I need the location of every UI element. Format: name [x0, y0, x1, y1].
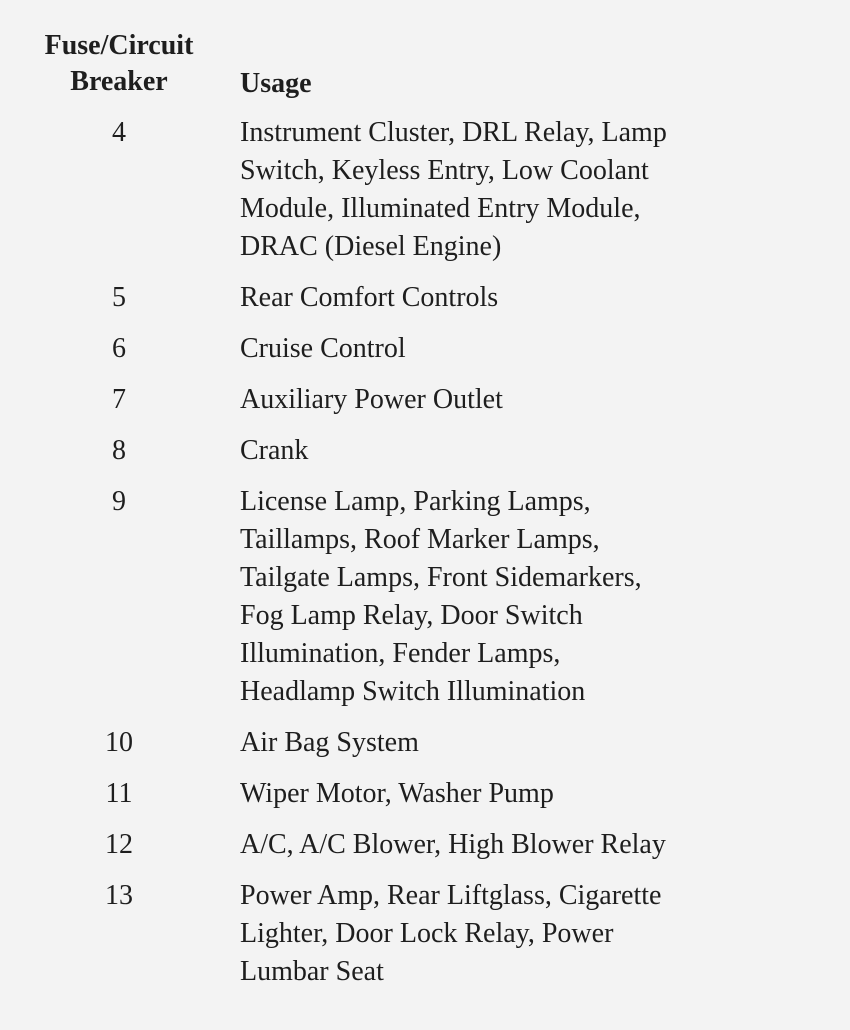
fuse-number: 5	[112, 282, 126, 313]
usage-line: Instrument Cluster, DRL Relay, Lamp	[240, 117, 667, 148]
usage-line: Wiper Motor, Washer Pump	[240, 778, 554, 809]
fuse-number: 8	[112, 435, 126, 466]
usage-line: Switch, Keyless Entry, Low Coolant	[240, 155, 649, 186]
fuse-header-line2: Breaker	[70, 66, 168, 97]
usage-line: Power Amp, Rear Liftglass, Cigarette	[240, 880, 662, 911]
usage-line: Rear Comfort Controls	[240, 282, 499, 313]
usage-text	[240, 330, 820, 368]
table-header	[0, 28, 850, 104]
table-row	[0, 877, 850, 991]
table-row	[0, 279, 850, 317]
usage-line: Tailgate Lamps, Front Sidemarkers,	[240, 562, 642, 593]
fuse-number: 11	[105, 778, 133, 809]
usage-line: Cruise Control	[240, 333, 406, 364]
table-row	[0, 381, 850, 419]
usage-text	[240, 724, 820, 762]
usage-line: Lumbar Seat	[240, 956, 384, 987]
usage-line: Taillamps, Roof Marker Lamps,	[240, 524, 600, 555]
usage-line: Auxiliary Power Outlet	[240, 384, 503, 415]
usage-text	[240, 279, 820, 317]
usage-text	[240, 432, 820, 470]
fuse-number: 6	[112, 333, 126, 364]
usage-column-header: Usage	[240, 68, 312, 99]
fuse-number: 13	[105, 880, 133, 911]
table-row	[0, 483, 850, 711]
fuse-number: 4	[112, 117, 126, 148]
usage-line: Module, Illuminated Entry Module,	[240, 193, 641, 224]
usage-text	[240, 826, 820, 864]
usage-text	[240, 483, 820, 711]
table-row	[0, 330, 850, 368]
table-row	[0, 114, 850, 266]
usage-line: License Lamp, Parking Lamps,	[240, 486, 591, 517]
fuse-column-header	[14, 28, 224, 100]
usage-text	[240, 381, 820, 419]
fuse-number: 12	[105, 829, 133, 860]
table-row	[0, 432, 850, 470]
usage-line: Air Bag System	[240, 727, 419, 758]
usage-line: Crank	[240, 435, 309, 466]
fuse-number: 10	[105, 727, 133, 758]
table-row	[0, 826, 850, 864]
usage-line: Illumination, Fender Lamps,	[240, 638, 561, 669]
fuse-number: 9	[112, 486, 126, 517]
usage-line: Headlamp Switch Illumination	[240, 676, 586, 707]
usage-line: A/C, A/C Blower, High Blower Relay	[240, 829, 666, 860]
fuse-header-line1: Fuse/Circuit	[44, 30, 194, 61]
fuse-table-body	[0, 114, 850, 1004]
usage-text	[240, 114, 820, 266]
usage-line: Fog Lamp Relay, Door Switch	[240, 600, 583, 631]
usage-text	[240, 775, 820, 813]
table-row	[0, 775, 850, 813]
fuse-number: 7	[112, 384, 126, 415]
usage-text	[240, 877, 820, 991]
usage-line: Lighter, Door Lock Relay, Power	[240, 918, 614, 949]
usage-line: DRAC (Diesel Engine)	[240, 231, 502, 262]
table-row	[0, 724, 850, 762]
